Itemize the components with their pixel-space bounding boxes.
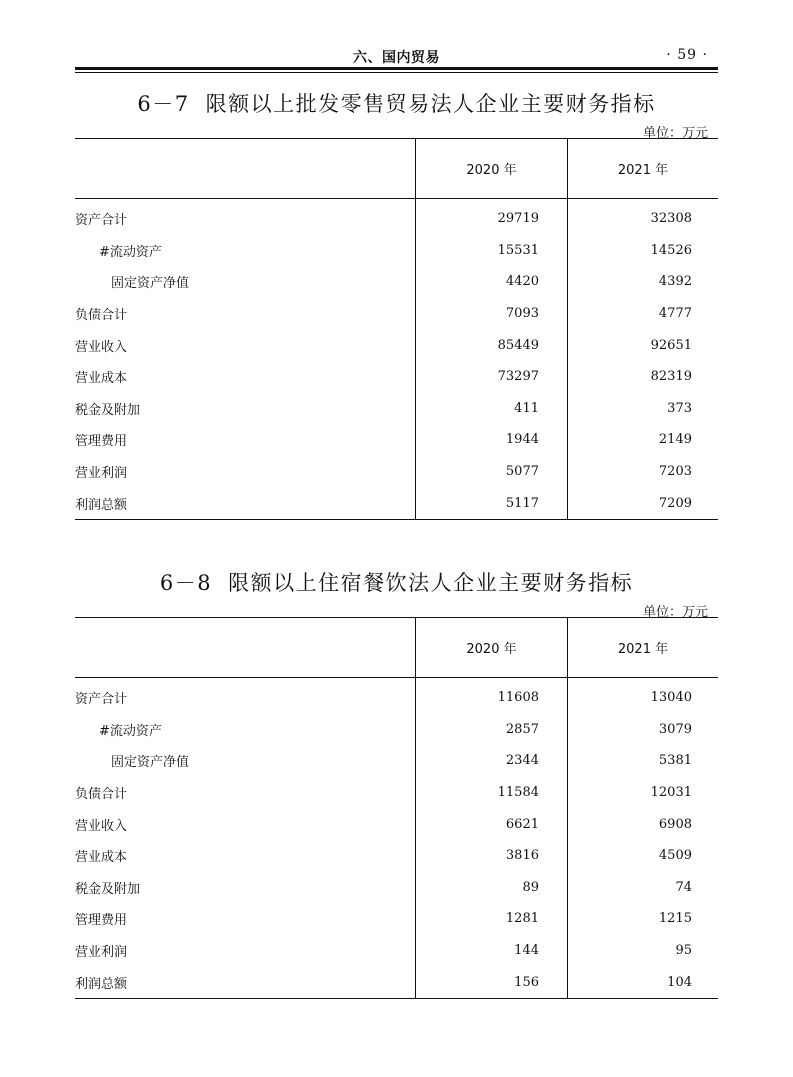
value-2021: 4392 bbox=[658, 274, 692, 290]
row-label: 固定资产净值 bbox=[75, 266, 416, 298]
column-header-2020: 2020 年 bbox=[416, 618, 568, 678]
table-row bbox=[75, 424, 718, 456]
value-2020: 411 bbox=[416, 393, 568, 425]
row-label: 固定资产净值 bbox=[75, 745, 416, 777]
value-2021: 74 bbox=[675, 879, 692, 895]
table-row bbox=[75, 393, 718, 425]
value-2021: 32308 bbox=[650, 211, 692, 227]
value-2021: 92651 bbox=[650, 337, 692, 353]
row-label: 负债合计 bbox=[75, 298, 416, 330]
row-label: 利润总额 bbox=[75, 966, 416, 998]
value-2020: 5077 bbox=[416, 456, 568, 488]
table-row bbox=[75, 903, 718, 935]
value-2020: 29719 bbox=[416, 199, 568, 235]
header-rule-thick bbox=[75, 67, 718, 70]
row-label: 资产合计 bbox=[75, 678, 416, 714]
chapter-title: 六、国内贸易 bbox=[353, 50, 440, 66]
value-2021: 104 bbox=[568, 966, 719, 998]
value-2020: 3816 bbox=[416, 840, 568, 872]
value-2020: 6621 bbox=[416, 808, 568, 840]
row-label: 营业利润 bbox=[75, 456, 416, 488]
value-2021: 6908 bbox=[658, 816, 692, 832]
value-2021: 2149 bbox=[658, 432, 692, 448]
table-title-text: 限额以上住宿餐饮法人企业主要财务指标 bbox=[228, 571, 634, 595]
row-label: 资产合计 bbox=[75, 199, 416, 235]
value-2020: 156 bbox=[416, 966, 568, 998]
table-row bbox=[75, 199, 718, 235]
table-row bbox=[75, 872, 718, 904]
value-2020: 85449 bbox=[416, 329, 568, 361]
table-row bbox=[75, 966, 718, 998]
value-2021: 82319 bbox=[650, 369, 692, 385]
value-2021: 7203 bbox=[658, 464, 692, 480]
value-2020: 4420 bbox=[416, 266, 568, 298]
row-label: 营业利润 bbox=[75, 935, 416, 967]
value-2020: 15531 bbox=[416, 235, 568, 267]
unit-label: 单位：万元 bbox=[642, 126, 708, 141]
table-title-6-8 bbox=[75, 567, 718, 597]
table-number: 6－7 bbox=[137, 92, 190, 116]
value-2020: 11584 bbox=[416, 777, 568, 809]
table-row bbox=[75, 714, 718, 746]
row-label: #流动资产 bbox=[75, 714, 416, 746]
value-2021: 95 bbox=[675, 943, 692, 959]
table-row bbox=[75, 808, 718, 840]
table-header-row bbox=[75, 618, 718, 678]
value-2020: 2857 bbox=[416, 714, 568, 746]
table-row bbox=[75, 298, 718, 330]
value-2021: 4777 bbox=[658, 306, 692, 322]
table-row bbox=[75, 456, 718, 488]
value-2020: 1281 bbox=[416, 903, 568, 935]
value-2020: 89 bbox=[416, 872, 568, 904]
unit-label: 单位：万元 bbox=[642, 605, 708, 620]
row-label: 税金及附加 bbox=[75, 872, 416, 904]
header-blank-cell bbox=[75, 618, 416, 678]
table-number: 6－8 bbox=[159, 571, 213, 595]
value-2021: 4509 bbox=[658, 848, 692, 864]
row-label: 负债合计 bbox=[75, 777, 416, 809]
value-2020: 5117 bbox=[416, 487, 568, 519]
row-label: 管理费用 bbox=[75, 903, 416, 935]
value-2021: 7209 bbox=[568, 487, 719, 519]
page-header bbox=[75, 44, 718, 68]
value-2021: 12031 bbox=[650, 785, 692, 801]
row-label: 利润总额 bbox=[75, 487, 416, 519]
header-rule-thin bbox=[75, 72, 718, 73]
row-label: 管理费用 bbox=[75, 424, 416, 456]
table-header-row bbox=[75, 139, 718, 199]
data-table-6-7 bbox=[75, 138, 718, 520]
table-row bbox=[75, 329, 718, 361]
row-label: 税金及附加 bbox=[75, 393, 416, 425]
table-row bbox=[75, 487, 718, 519]
table-row bbox=[75, 745, 718, 777]
value-2020: 7093 bbox=[416, 298, 568, 330]
data-table-6-8 bbox=[75, 617, 718, 999]
row-label: 营业收入 bbox=[75, 329, 416, 361]
table-title-text: 限额以上批发零售贸易法人企业主要财务指标 bbox=[205, 92, 656, 116]
value-2021: 3079 bbox=[658, 721, 692, 737]
table-row bbox=[75, 840, 718, 872]
column-header-2021: 2021 年 bbox=[568, 618, 719, 678]
table-row bbox=[75, 235, 718, 267]
column-header-2020: 2020 年 bbox=[416, 139, 568, 199]
column-header-2021: 2021 年 bbox=[568, 139, 719, 199]
page-number: · 59 · bbox=[666, 47, 708, 63]
table-row bbox=[75, 678, 718, 714]
value-2021: 14526 bbox=[650, 242, 692, 258]
value-2020: 2344 bbox=[416, 745, 568, 777]
table-title-6-7 bbox=[75, 88, 718, 118]
table-row bbox=[75, 777, 718, 809]
row-label: #流动资产 bbox=[75, 235, 416, 267]
row-label: 营业成本 bbox=[75, 840, 416, 872]
value-2021: 1215 bbox=[658, 911, 692, 927]
value-2020: 144 bbox=[416, 935, 568, 967]
header-blank-cell bbox=[75, 139, 416, 199]
table-row bbox=[75, 361, 718, 393]
value-2021: 5381 bbox=[658, 753, 692, 769]
value-2020: 73297 bbox=[416, 361, 568, 393]
row-label: 营业成本 bbox=[75, 361, 416, 393]
value-2020: 1944 bbox=[416, 424, 568, 456]
table-row bbox=[75, 266, 718, 298]
value-2021: 13040 bbox=[650, 690, 692, 706]
table-row bbox=[75, 935, 718, 967]
row-label: 营业收入 bbox=[75, 808, 416, 840]
value-2020: 11608 bbox=[416, 678, 568, 714]
value-2021: 373 bbox=[667, 400, 692, 416]
